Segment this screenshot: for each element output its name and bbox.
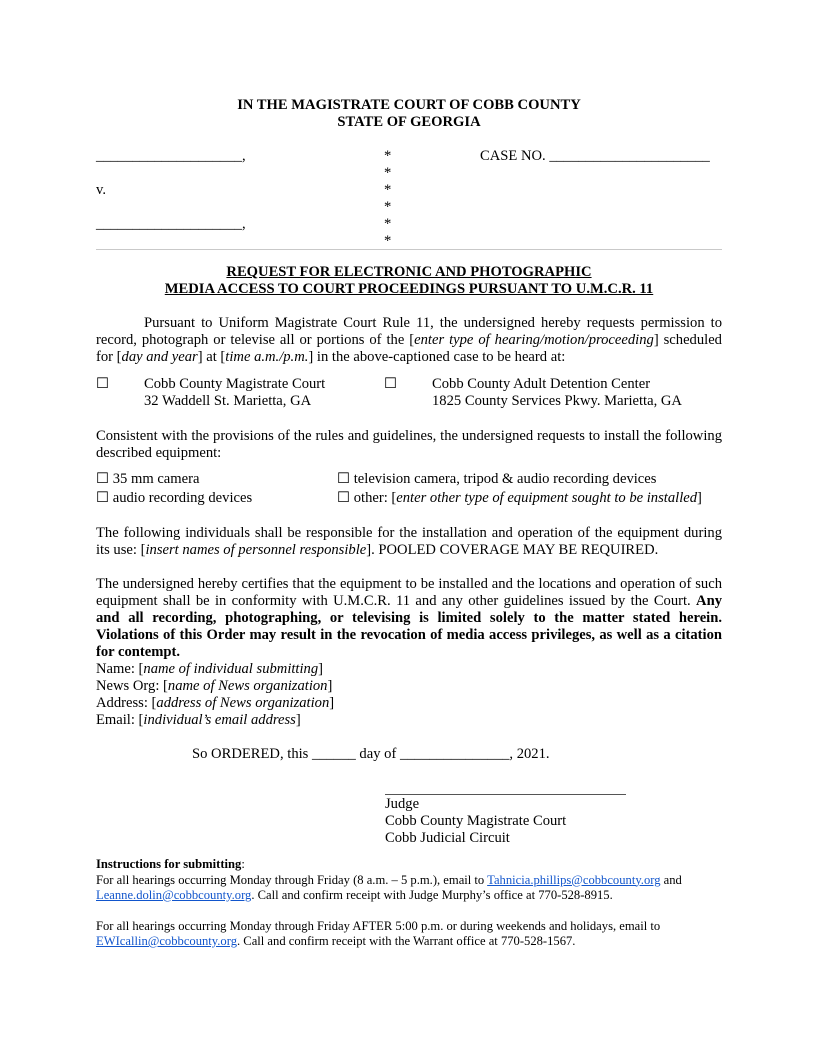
date-placeholder: day and year xyxy=(121,349,198,365)
location-checkbox-magistrate[interactable]: ☐ xyxy=(96,376,110,392)
instructions-text: . Call and confirm receipt with the Warrant office at 770-528-1567. xyxy=(237,934,576,948)
submitter-email-row xyxy=(96,712,334,729)
location-checkbox-detention[interactable]: ☐ xyxy=(384,376,398,392)
equipment-other[interactable] xyxy=(337,490,702,507)
equipment-audio-devices[interactable]: ☐ audio recording devices xyxy=(96,490,253,506)
party2-line: ____________________, xyxy=(96,216,246,232)
email-placeholder: individual’s email address xyxy=(143,712,296,728)
field-label: News Org: [ xyxy=(96,678,168,694)
intro-text: ] at [ xyxy=(197,349,226,365)
email-link-tahnicia[interactable]: Tahnicia.phillips@cobbcounty.org xyxy=(487,872,661,887)
asterisk: * xyxy=(384,216,392,232)
instructions-title: Instructions for submitting xyxy=(96,857,242,871)
party1-line: ____________________, xyxy=(96,148,246,164)
caption-divider xyxy=(96,249,722,250)
certification-text: The undersigned hereby certifies that the equipment to be installed and the locations and operation of such equipment shall be in conformity with U.M.C.R. 11 and any other guidelines issued by the Court. xyxy=(96,576,722,609)
location-address: 32 Waddell St. Marietta, GA xyxy=(144,393,312,409)
court-heading xyxy=(96,97,722,131)
instructions-colon: : xyxy=(241,857,245,871)
email-link-leanne[interactable]: Leanne.dolin@cobbcounty.org xyxy=(96,888,252,902)
name-placeholder: name of individual submitting xyxy=(143,661,319,677)
spacer xyxy=(96,904,722,919)
intro-text: ] scheduled for [ xyxy=(96,332,722,365)
title-line-2: MEDIA ACCESS TO COURT PROCEEDINGS PURSUANT TO U.M.C.R. 11 xyxy=(164,281,654,297)
location-address: 1825 County Services Pkwy. Marietta, GA xyxy=(432,393,682,409)
case-number: CASE NO. ______________________ xyxy=(480,148,710,164)
submitter-org-row xyxy=(96,678,334,695)
location-detention-center xyxy=(432,376,682,410)
judge-circuit: Cobb Judicial Circuit xyxy=(385,830,510,846)
personnel-paragraph xyxy=(96,525,722,559)
bracket: ] xyxy=(295,712,301,728)
instructions-text: For all hearings occurring Monday through Friday AFTER 5:00 p.m. or during weekends and holidays, email to xyxy=(96,918,661,933)
personnel-text: ]. POOLED COVERAGE MAY BE REQUIRED. xyxy=(366,542,659,558)
bracket: ] xyxy=(318,661,324,677)
submitter-name-row xyxy=(96,661,334,678)
asterisk: * xyxy=(384,233,392,249)
location-name: Cobb County Magistrate Court xyxy=(144,376,326,392)
document-title xyxy=(96,264,722,298)
equipment-television-camera[interactable]: ☐ television camera, tripod & audio recording devices xyxy=(337,471,657,487)
signature-block xyxy=(385,796,566,847)
asterisk: * xyxy=(384,148,392,164)
personnel-placeholder: insert names of personnel responsible xyxy=(145,542,367,558)
submitter-address-row xyxy=(96,695,334,712)
hearing-type-placeholder: enter type of hearing/motion/proceeding xyxy=(414,332,654,348)
court-name: IN THE MAGISTRATE COURT OF COBB COUNTY xyxy=(237,97,581,113)
equipment-other-label: ☐ other: [ xyxy=(337,490,397,506)
caption-asterisks xyxy=(384,148,391,250)
instructions-text: and xyxy=(660,872,682,887)
certification-warning: Any and all recording, photographing, or televising is limited solely to the matter stated herein. Violations of this Order may result in the revocation of media access privileges, as well as a citation for contempt. xyxy=(96,593,722,660)
field-label: Email: [ xyxy=(96,712,144,728)
equipment-35mm-camera[interactable]: ☐ 35 mm camera xyxy=(96,471,200,487)
instructions-text: . Call and confirm receipt with Judge Murphy’s office at 770-528-8915. xyxy=(251,888,613,902)
instructions-heading xyxy=(96,857,722,873)
versus-label: v. xyxy=(96,182,106,198)
address-placeholder: address of News organization xyxy=(156,695,330,711)
field-label: Name: [ xyxy=(96,661,144,677)
signature-line xyxy=(385,794,626,795)
intro-paragraph xyxy=(96,315,722,366)
judge-title: Judge xyxy=(385,796,420,812)
submitter-block xyxy=(96,661,334,729)
location-name: Cobb County Adult Detention Center xyxy=(432,376,651,392)
after-hours-instructions xyxy=(96,919,722,950)
equipment-other-placeholder: enter other type of equipment sought to be installed xyxy=(396,490,698,506)
email-link-ewicallin[interactable]: EWIcallin@cobbcounty.org xyxy=(96,934,237,948)
time-placeholder: time a.m./p.m. xyxy=(225,349,309,365)
title-line-1: REQUEST FOR ELECTRONIC AND PHOTOGRAPHIC xyxy=(226,264,592,280)
bracket: ] xyxy=(329,695,335,711)
instructions-block xyxy=(96,857,722,950)
ordered-line: So ORDERED, this ______ day of _______________, 2021. xyxy=(192,746,550,762)
asterisk: * xyxy=(384,182,392,198)
court-state: STATE OF GEORGIA xyxy=(337,114,481,130)
field-label: Address: [ xyxy=(96,695,157,711)
equipment-other-close: ] xyxy=(697,490,702,506)
location-magistrate-court xyxy=(144,376,325,410)
bracket: ] xyxy=(327,678,333,694)
equipment-intro: Consistent with the provisions of the rules and guidelines, the undersigned requests to install the following described equipment: xyxy=(96,428,722,461)
personnel-text: The following individuals shall be responsible for the installation and operation of the equipment during its use: [ xyxy=(96,525,722,558)
intro-text: Pursuant to Uniform Magistrate Court Rule 11, the undersigned hereby requests permission to record, photograph or televise all or portions of the [ xyxy=(96,315,722,348)
org-placeholder: name of News organization xyxy=(167,678,328,694)
asterisk: * xyxy=(384,165,392,181)
intro-text: ] in the above-captioned case to be heard at: xyxy=(308,349,566,365)
judge-court: Cobb County Magistrate Court xyxy=(385,813,567,829)
asterisk: * xyxy=(384,199,392,215)
certification-paragraph xyxy=(96,576,722,661)
weekday-instructions xyxy=(96,873,722,904)
instructions-text: For all hearings occurring Monday through Friday (8 a.m. – 5 p.m.), email to xyxy=(96,872,488,887)
